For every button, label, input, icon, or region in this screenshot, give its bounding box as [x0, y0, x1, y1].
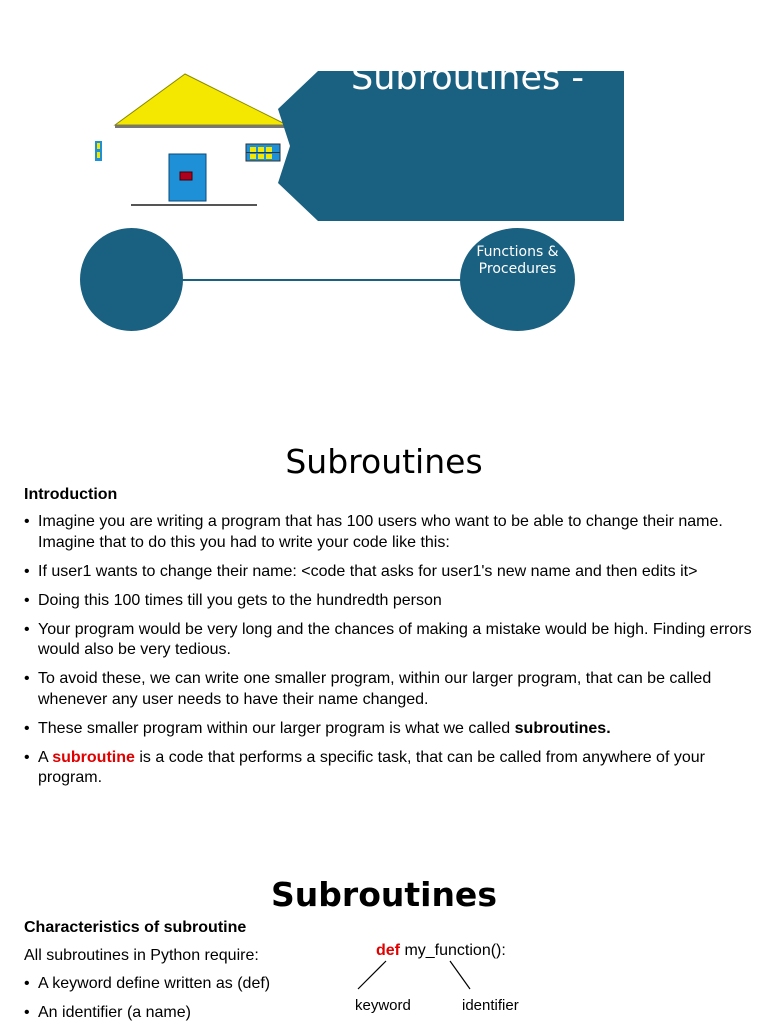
- slide-title: Subroutines -: [351, 58, 584, 98]
- list-item: • An identifier (a name): [24, 1003, 270, 1023]
- bold-term: subroutines.: [514, 719, 611, 737]
- section-heading: Introduction: [24, 486, 118, 503]
- slide-title: Subroutines: [271, 875, 497, 914]
- list-item: • Imagine you are writing a program that has 100 users who want to be able to change their name. Imagine that to do this you had to write your code like this:: [24, 512, 754, 553]
- connector-line: [182, 279, 462, 281]
- annotation-label-keyword: keyword: [355, 997, 411, 1014]
- circle-node-left: [80, 228, 183, 331]
- title-slide: [0, 0, 768, 370]
- list-item: [24, 719, 754, 740]
- code-keyword: def: [376, 942, 400, 959]
- highlight-term: subroutine: [52, 748, 135, 766]
- bullet-list: [24, 512, 754, 797]
- bullet-list: [24, 974, 270, 1032]
- list-item: • A keyword define written as (def): [24, 974, 270, 994]
- list-item: • Doing this 100 times till you gets to the hundredth person: [24, 591, 754, 612]
- window-icon: [246, 144, 280, 161]
- paragraph: All subroutines in Python require:: [24, 947, 259, 964]
- section-heading: Characteristics of subroutine: [24, 919, 247, 936]
- list-item-text: These smaller program within our larger program is what we called: [38, 719, 515, 737]
- circle-node-label: Functions & Procedures: [476, 244, 559, 277]
- annotation-arrows: [340, 955, 540, 995]
- house-illustration: [95, 70, 295, 210]
- list-item: • Your program would be very long and the chances of making a mistake would be high. Finding errors would also be very tedious.: [24, 620, 754, 661]
- code-text: my_function():: [400, 942, 506, 959]
- slide-title: Subroutines: [285, 442, 483, 481]
- list-item-text: A: [38, 748, 53, 766]
- list-item: • To avoid these, we can write one smaller program, within our larger program, that can be called whenever any user needs to have their name changed.: [24, 669, 754, 710]
- list-item-text: is a code that performs a specific task, that can be called from anywhere of your program.: [38, 748, 705, 786]
- annotation-label-identifier: identifier: [462, 997, 519, 1014]
- list-item: [24, 748, 754, 789]
- list-item: • If user1 wants to change their name: <code that asks for user1's new name and then edits it>: [24, 562, 754, 583]
